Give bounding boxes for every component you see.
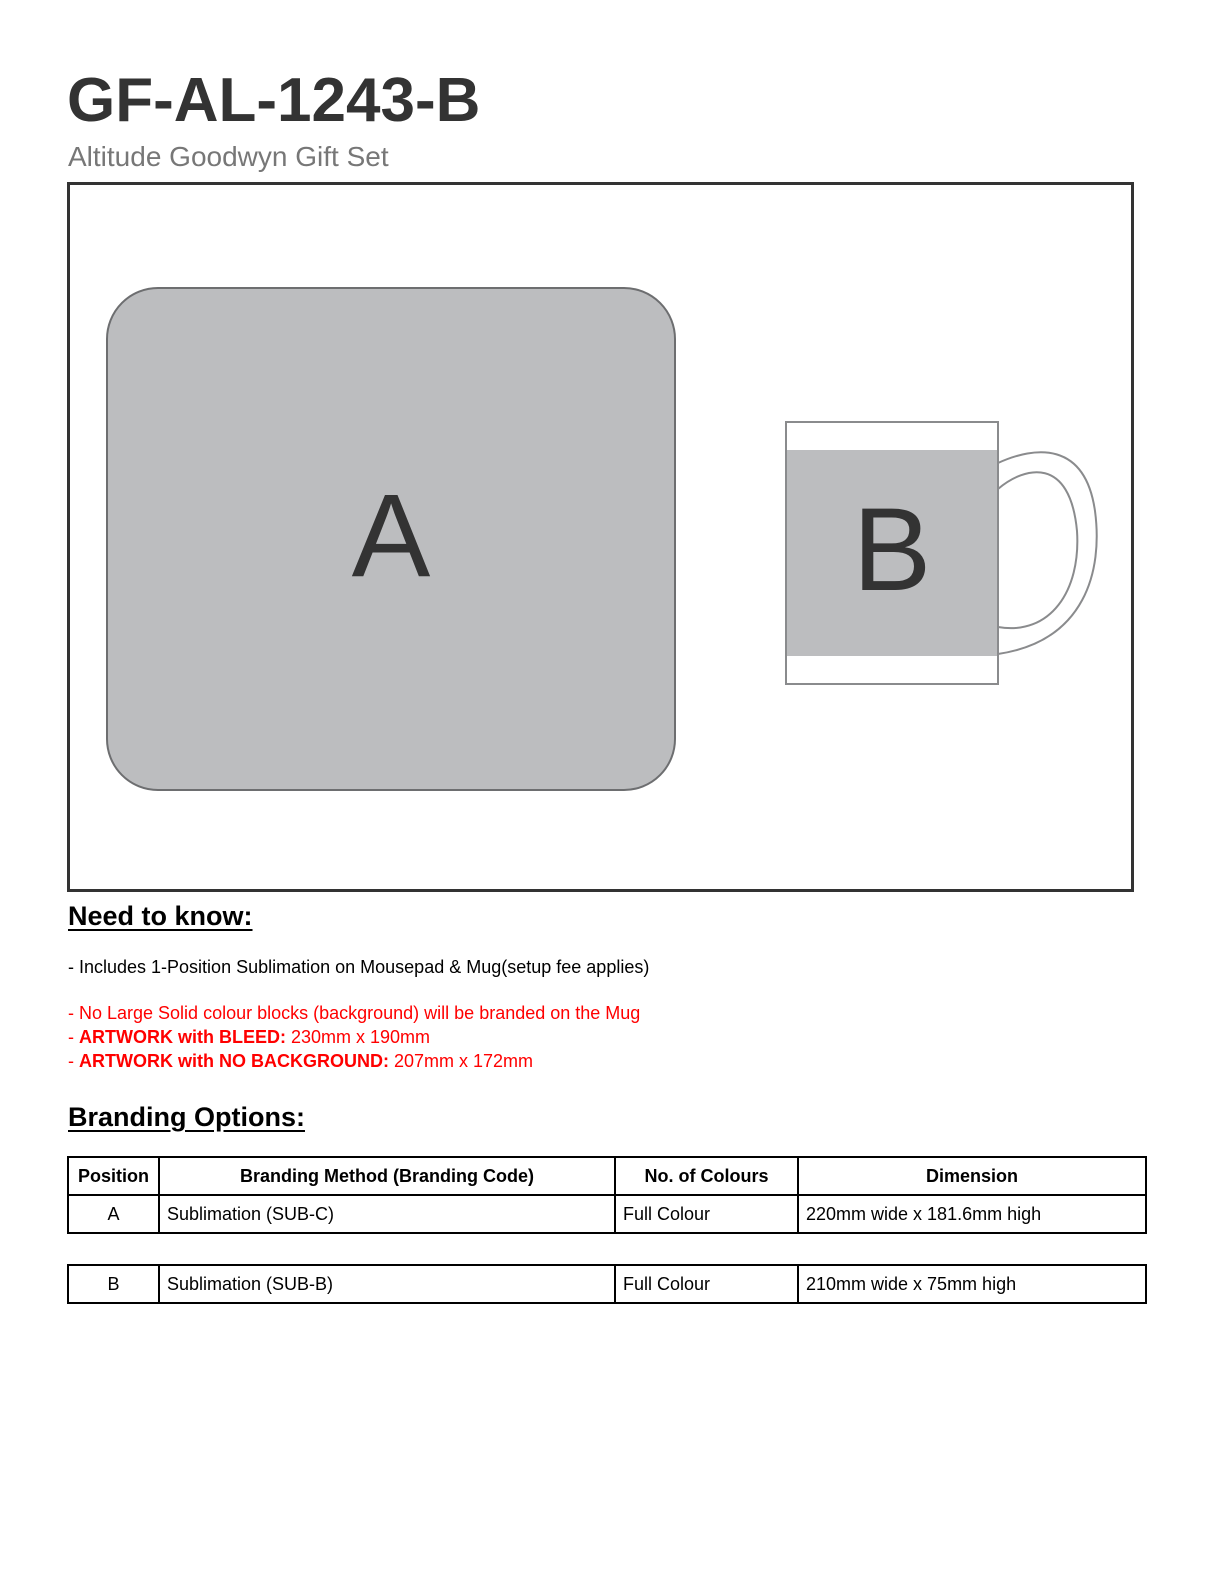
table-header-row [68, 1157, 1146, 1195]
column-header-dimension: Dimension [798, 1157, 1146, 1195]
cell-position: A [68, 1195, 159, 1233]
column-header-method: Branding Method (Branding Code) [159, 1157, 615, 1195]
bleed-label: ARTWORK with BLEED: [79, 1027, 286, 1047]
mug-handle-outer [998, 452, 1097, 654]
table-row [68, 1195, 1146, 1233]
product-illustration-frame [67, 182, 1134, 892]
column-header-position: Position [68, 1157, 159, 1195]
nobg-value: 207mm x 172mm [388, 1051, 534, 1071]
column-header-colours: No. of Colours [615, 1157, 798, 1195]
cell-method: Sublimation (SUB-C) [159, 1195, 615, 1233]
cell-dimension: 210mm wide x 75mm high [798, 1265, 1146, 1303]
branding-table-a [67, 1156, 1147, 1234]
mousepad-print-area [106, 287, 676, 791]
nobg-label: ARTWORK with NO BACKGROUND: [79, 1051, 389, 1071]
mug-position-label: B [852, 484, 932, 616]
branding-table-b [67, 1264, 1147, 1304]
mousepad-position-label: A [351, 470, 431, 602]
cell-dimension: 220mm wide x 181.6mm high [798, 1195, 1146, 1233]
table-row [68, 1265, 1146, 1303]
cell-colours: Full Colour [615, 1265, 798, 1303]
product-name: Altitude Goodwyn Gift Set [68, 141, 389, 172]
cell-position: B [68, 1265, 159, 1303]
nobg-prefix: - [68, 1051, 79, 1071]
mug-handle-inner [998, 472, 1077, 628]
bleed-prefix: - [68, 1027, 79, 1047]
includes-note: - Includes 1-Position Sublimation on Mousepad & Mug(setup fee applies) [68, 957, 650, 977]
cell-colours: Full Colour [615, 1195, 798, 1233]
artwork-bleed-note [68, 1028, 430, 1046]
branding-options-heading: Branding Options: [68, 1102, 305, 1132]
mug-warning-note: - No Large Solid colour blocks (background) will be branded on the Mug [68, 1003, 641, 1023]
cell-method: Sublimation (SUB-B) [159, 1265, 615, 1303]
bleed-value: 230mm x 190mm [285, 1027, 431, 1047]
need-to-know-heading: Need to know: [68, 901, 253, 931]
product-code: GF-AL-1243-B [67, 66, 481, 135]
artwork-no-background-note [68, 1052, 533, 1070]
